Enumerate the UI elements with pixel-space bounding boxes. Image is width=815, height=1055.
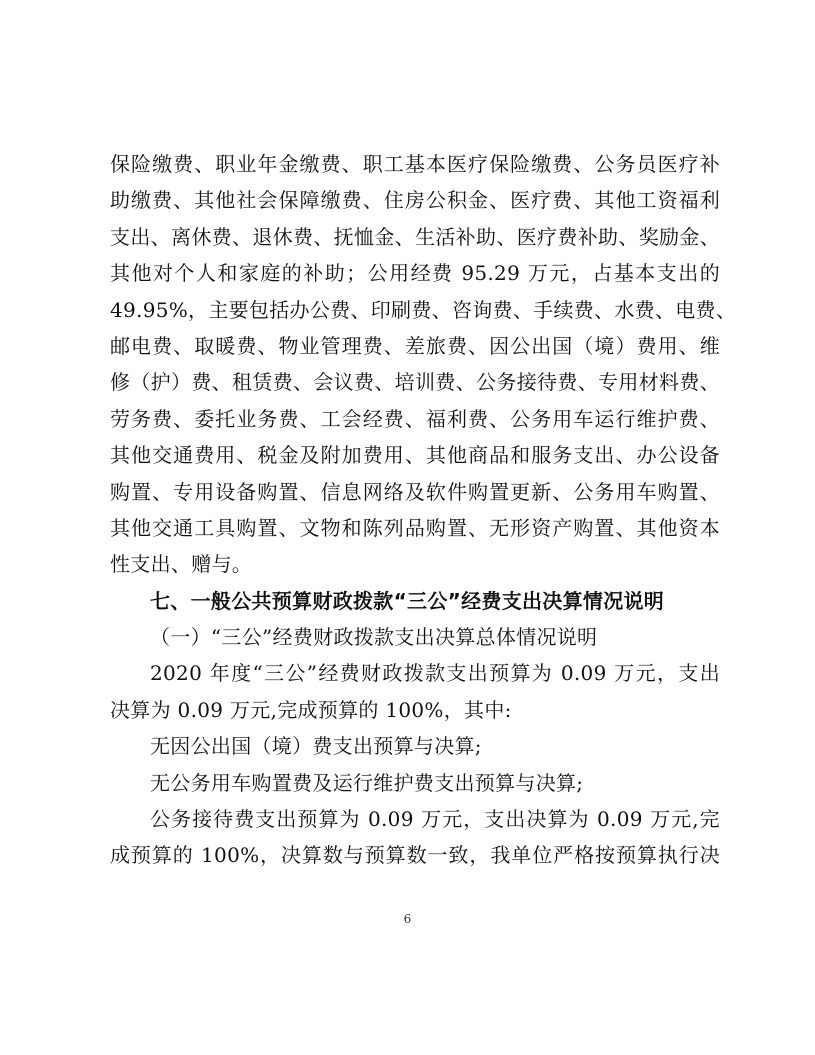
body-line: 购置、专用设备购置、信息网络及软件购置更新、公务用车购置、 — [110, 479, 720, 504]
body-line: 49.95%，主要包括办公费、印刷费、咨询费、手续费、水费、电费、 — [110, 297, 737, 322]
body-line: 其他对个人和家庭的补助；公用经费 95.29 万元，占基本支出的 — [110, 261, 720, 286]
body-line: 修（护）费、租赁费、会议费、培训费、公务接待费、专用材料费、 — [110, 370, 720, 395]
body-line: 邮电费、取暖费、物业管理费、差旅费、因公出国（境）费用、维 — [110, 333, 720, 358]
body-line: 助缴费、其他社会保障缴费、住房公积金、医疗费、其他工资福利 — [110, 188, 720, 213]
body-line: 性支出、赠与。 — [110, 552, 253, 577]
page-number: 6 — [403, 912, 412, 926]
body-line: 劳务费、委托业务费、工会经费、福利费、公务用车运行维护费、 — [110, 406, 720, 431]
paragraph-line: 2020 年度“三公”经费财政拨款支出预算为 0.09 万元，支出 — [150, 661, 720, 686]
paragraph-line: 无公务用车购置费及运行维护费支出预算与决算; — [150, 770, 584, 795]
paragraph-line: 无因公出国（境）费支出预算与决算; — [150, 734, 482, 759]
document-body — [110, 146, 737, 874]
body-line: 其他交通费用、税金及附加费用、其他商品和服务支出、办公设备 — [110, 443, 720, 468]
subsection-heading: （一）“三公”经费财政拨款支出决算总体情况说明 — [150, 625, 598, 650]
body-line: 其他交通工具购置、文物和陈列品购置、无形资产购置、其他资本 — [110, 515, 720, 540]
paragraph-line: 成预算的 100%，决算数与预算数一致，我单位严格按预算执行决 — [110, 843, 720, 868]
section-heading: 七、一般公共预算财政拨款“三公”经费支出决算情况说明 — [150, 588, 665, 613]
body-line: 保险缴费、职业年金缴费、职工基本医疗保险缴费、公务员医疗补 — [110, 152, 720, 176]
paragraph-line: 公务接待费支出预算为 0.09 万元，支出决算为 0.09 万元,完 — [150, 807, 720, 832]
paragraph-line: 决算为 0.09 万元,完成预算的 100%，其中: — [110, 697, 512, 722]
body-line: 支出、离休费、退休费、抚恤金、生活补助、医疗费补助、奖励金、 — [110, 224, 720, 249]
